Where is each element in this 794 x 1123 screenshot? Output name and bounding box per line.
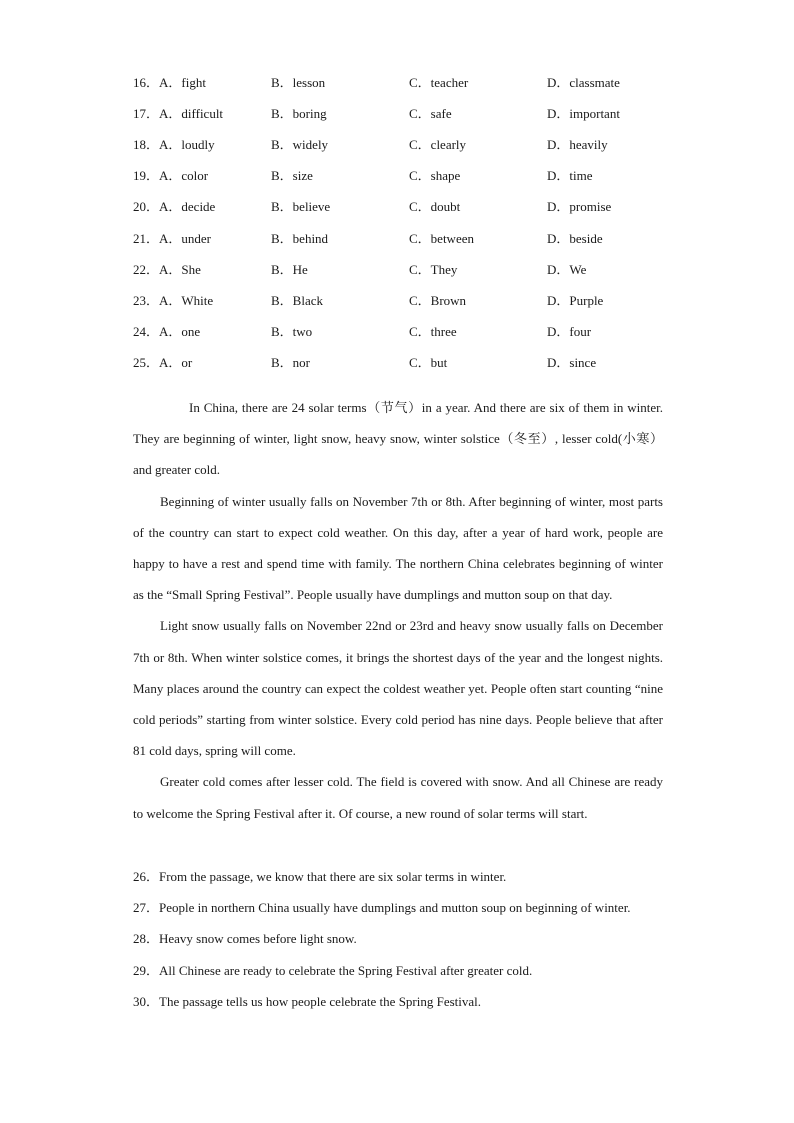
option-b: B．He — [271, 261, 308, 277]
option-c: C．teacher — [409, 75, 469, 91]
question-row-24 — [133, 315, 693, 346]
option-c: C．clearly — [409, 137, 467, 153]
option-a: 18．A．loudly — [133, 137, 215, 153]
passage-paragraph-2: Beginning of winter usually falls on November 7th or 8th. After beginning of winter, most parts of the country can start to expect cold weather. On this day, after a year of hard work, people are happy to have a rest and spend time with family. The northern China celebrates beginning of winter as the “Small Spring Festival”. People usually have dumplings and mutton soup on that day. — [133, 493, 663, 603]
option-d: D．important — [547, 106, 620, 122]
question-row-21 — [133, 221, 693, 252]
option-c: C．safe — [409, 106, 452, 122]
option-c: C．Brown — [409, 292, 467, 308]
option-d: D．We — [547, 261, 587, 277]
option-a: 23．A．White — [133, 292, 214, 308]
option-c: C．shape — [409, 168, 461, 184]
passage-paragraph-4: Greater cold comes after lesser cold. The field is covered with snow. And all Chinese are ready to welcome the Spring Festival after it. Of course, a new round of solar terms will start. — [133, 774, 663, 821]
option-d: D．since — [547, 354, 597, 370]
question-number: 22． — [133, 261, 160, 277]
option-a: 16．A．fight — [133, 75, 206, 91]
true-false-statements — [133, 861, 663, 1017]
question-row-25 — [133, 346, 693, 377]
question-number: 19． — [133, 168, 160, 184]
passage-paragraph-3: Light snow usually falls on November 22nd or 23rd and heavy snow usually falls on December 7th or 8th. When winter solstice comes, it brings the shortest days of the year and the longest nights. Many places around the country can expect the coldest weather yet. People often start counting “nine cold periods” starting from winter solstice. Every cold period has nine days. People believe that after 81 cold days, spring will come. — [133, 618, 663, 759]
option-c: C．doubt — [409, 199, 461, 215]
option-c: C．but — [409, 354, 448, 370]
statement-29: 29．All Chinese are ready to celebrate the Spring Festival after greater cold. — [133, 962, 533, 978]
question-number: 21． — [133, 230, 160, 246]
option-b: B．widely — [271, 137, 329, 153]
statement-30: 30．The passage tells us how people celebrate the Spring Festival. — [133, 993, 482, 1009]
option-a: 24．A．one — [133, 323, 201, 339]
question-row-16 — [133, 66, 693, 97]
option-d: D．Purple — [547, 292, 604, 308]
option-b: B．behind — [271, 230, 329, 246]
option-a: 20．A．decide — [133, 199, 216, 215]
question-number: 17． — [133, 106, 160, 122]
question-row-22 — [133, 253, 693, 284]
question-row-17 — [133, 97, 693, 128]
reading-passage — [133, 392, 663, 829]
question-row-18 — [133, 128, 693, 159]
multiple-choice-options — [133, 66, 693, 377]
option-d: D．heavily — [547, 137, 608, 153]
option-a: 25．A．or — [133, 354, 193, 370]
option-a: 17．A．difficult — [133, 106, 224, 122]
question-number: 24． — [133, 323, 160, 339]
option-d: D．beside — [547, 230, 603, 246]
option-a: 22．A．She — [133, 261, 201, 277]
passage-paragraph-1: In China, there are 24 solar terms（节气）in a year. And there are six of them in winter. They are beginning of winter, light snow, heavy snow, winter solstice（冬至）, lesser cold(小寒）and greater cold. — [133, 400, 663, 478]
question-row-19 — [133, 159, 693, 190]
option-b: B．nor — [271, 354, 311, 370]
statement-28: 28．Heavy snow comes before light snow. — [133, 931, 357, 947]
option-c: C．between — [409, 230, 474, 246]
option-a: 19．A．color — [133, 168, 209, 184]
option-b: B．size — [271, 168, 313, 184]
option-b: B．boring — [271, 106, 327, 122]
option-b: B．believe — [271, 199, 331, 215]
option-d: D．promise — [547, 199, 612, 215]
option-d: D．time — [547, 168, 593, 184]
statement-27: 27．People in northern China usually have dumplings and mutton soup on beginning of winter. — [133, 900, 631, 916]
question-number: 16． — [133, 75, 160, 91]
statement-26: 26．From the passage, we know that there are six solar terms in winter. — [133, 869, 507, 884]
question-number: 18． — [133, 137, 160, 153]
question-number: 23． — [133, 292, 160, 308]
question-number: 20． — [133, 199, 160, 215]
option-c: C．They — [409, 261, 458, 277]
option-d: D．four — [547, 323, 592, 339]
question-row-20 — [133, 190, 693, 221]
option-b: B．Black — [271, 292, 323, 308]
option-b: B．two — [271, 323, 313, 339]
question-row-23 — [133, 284, 693, 315]
option-c: C．three — [409, 323, 457, 339]
option-b: B．lesson — [271, 75, 326, 91]
question-number: 25． — [133, 354, 160, 370]
option-a: 21．A．under — [133, 230, 212, 246]
option-d: D．classmate — [547, 75, 620, 91]
